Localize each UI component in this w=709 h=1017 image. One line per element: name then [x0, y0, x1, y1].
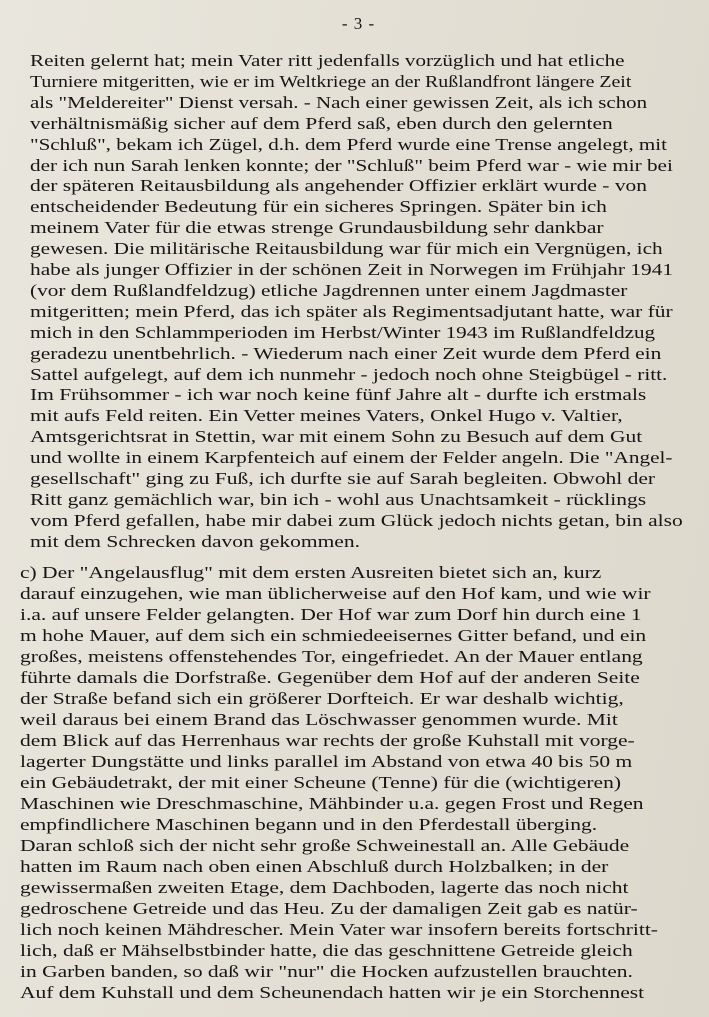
text-line: Amtsgerichtsrat in Stettin, war mit einem Sohn zu Besuch auf dem Gut	[30, 427, 643, 447]
text-line: großes, meistens offenstehendes Tor, eingefriedet. An der Mauer entlang	[20, 647, 643, 666]
text-line: geradezu unentbehrlich. - Wiederum nach einer Zeit wurde dem Pferd ein	[30, 343, 662, 363]
text-line: Daran schloß sich der nicht sehr große Schweinestall an. Alle Gebäude	[20, 836, 630, 855]
text-line: führte damals die Dorfstraße. Gegenüber dem Hof auf der anderen Seite	[20, 668, 640, 687]
text-line: mit dem Schrecken davon gekommen.	[30, 531, 360, 551]
text-line: verhältnismäßig sicher auf dem Pferd saß, eben durch den gelernten	[30, 113, 613, 133]
text-line: als "Meldereiter" Dienst versah. - Nach einer gewissen Zeit, als ich schon	[30, 92, 648, 112]
text-line: Turniere mitgeritten, wie er im Weltkriege an der Rußlandfront längere Zeit	[30, 71, 632, 91]
text-line: lagerter Dungstätte und links parallel im Abstand von etwa 40 bis 50 m	[20, 752, 633, 771]
text-line: Im Frühsommer - ich war noch keine fünf Jahre alt - durfte ich erstmals	[30, 385, 647, 405]
text-line: entscheidender Bedeutung für ein sicheres Springen. Später bin ich	[30, 197, 607, 217]
text-line: weil daraus bei einem Brand das Löschwasser genommen wurde. Mit	[20, 710, 618, 729]
text-line: gedroschene Getreide und das Heu. Zu der damaligen Zeit gab es natür-	[20, 899, 638, 918]
text-line: "Schluß", bekam ich Zügel, d.h. dem Pferd wurde eine Trense angelegt, mit	[30, 134, 667, 154]
text-line: Ritt ganz gemächlich war, bin ich - wohl aus Unachtsamkeit - rücklings	[30, 489, 647, 509]
text-line: gewesen. Die militärische Reitausbildung war für mich ein Vergnügen, ich	[30, 239, 663, 259]
text-line: der ich nun Sarah lenken konnte; der "Schluß" beim Pferd war - wie mir bei	[30, 155, 673, 175]
text-line: der späteren Reitausbildung als angehender Offizier erklärt wurde - von	[30, 176, 648, 196]
text-line: c) Der "Angelausflug" mit dem ersten Ausreiten bietet sich an, kurz	[20, 563, 602, 582]
text-line: habe als junger Offizier in der schönen Zeit in Norwegen im Frühjahr 1941	[30, 260, 674, 279]
text-line: dem Blick auf das Herrenhaus war rechts der große Kuhstall mit vorge-	[20, 731, 635, 750]
page-number: - 3 -	[341, 14, 376, 33]
text-line: der Straße befand sich ein größerer Dorfteich. Er war deshalb wichtig,	[20, 689, 624, 708]
text-line: gewissermaßen zweiten Etage, dem Dachboden, lagerte das noch nicht	[20, 878, 629, 897]
text-line: und wollte in einem Karpfenteich auf einem der Felder angeln. Die "Angel-	[30, 448, 673, 468]
text-line: mich in den Schlammperioden im Herbst/Winter 1943 im Rußlandfeldzug	[30, 322, 656, 342]
text-line: hatten im Raum nach oben einen Abschluß durch Holzbalken; in der	[20, 857, 609, 876]
text-line: Reiten gelernt hat; mein Vater ritt jedenfalls vorzüglich und hat etliche	[30, 51, 625, 70]
text-line: mit aufs Feld reiten. Ein Vetter meines Vaters, Onkel Hugo v. Valtier,	[30, 406, 623, 426]
text-line: meinem Vater für die etwas strenge Grundausbildung sehr dankbar	[30, 218, 604, 238]
text-line: ein Gebäudetrakt, der mit einer Scheune (Tenne) für die (wichtigeren)	[20, 773, 621, 792]
text-line: (vor dem Rußlandfeldzug) etliche Jagdrennen unter einem Jagdmaster	[30, 280, 628, 300]
text-line: mitgeritten; mein Pferd, das ich später als Regimentsadjutant hatte, war für	[30, 301, 673, 321]
text-line: darauf einzugehen, wie man üblicherweise auf den Hof kam, und wie wir	[20, 584, 651, 603]
text-line: in Garben banden, so daß wir "nur" die Hocken aufzustellen brauchten.	[20, 962, 633, 981]
text-line: lich, daß er Mähselbstbinder hatte, die das geschnittene Getreide gleich	[20, 941, 633, 960]
text-line: i.a. auf unsere Felder gelangten. Der Hof war zum Dorf hin durch eine 1	[20, 605, 642, 624]
text-line: vom Pferd gefallen, habe mir dabei zum Glück jedoch nichts getan, bin also	[30, 510, 683, 530]
text-line: Sattel aufgelegt, auf dem ich nunmehr - jedoch noch ohne Steigbügel - ritt.	[30, 364, 668, 384]
text-line: lich noch keinen Mähdrescher. Mein Vater war insofern bereits fortschritt-	[20, 920, 658, 939]
text-line: m hohe Mauer, auf dem sich ein schmiedeeisernes Gitter befand, und ein	[20, 626, 647, 645]
text-line: Maschinen wie Dreschmaschine, Mähbinder u.a. gegen Frost und Regen	[20, 794, 644, 813]
text-line: gesellschaft" ging zu Fuß, ich durfte sie auf Sarah begleiten. Obwohl der	[30, 469, 656, 488]
text-line: empfindlichere Maschinen begann und in den Pferdestall überging.	[20, 815, 598, 834]
text-line: Auf dem Kuhstall und dem Scheunendach hatten wir je ein Storchennest	[20, 983, 645, 1002]
